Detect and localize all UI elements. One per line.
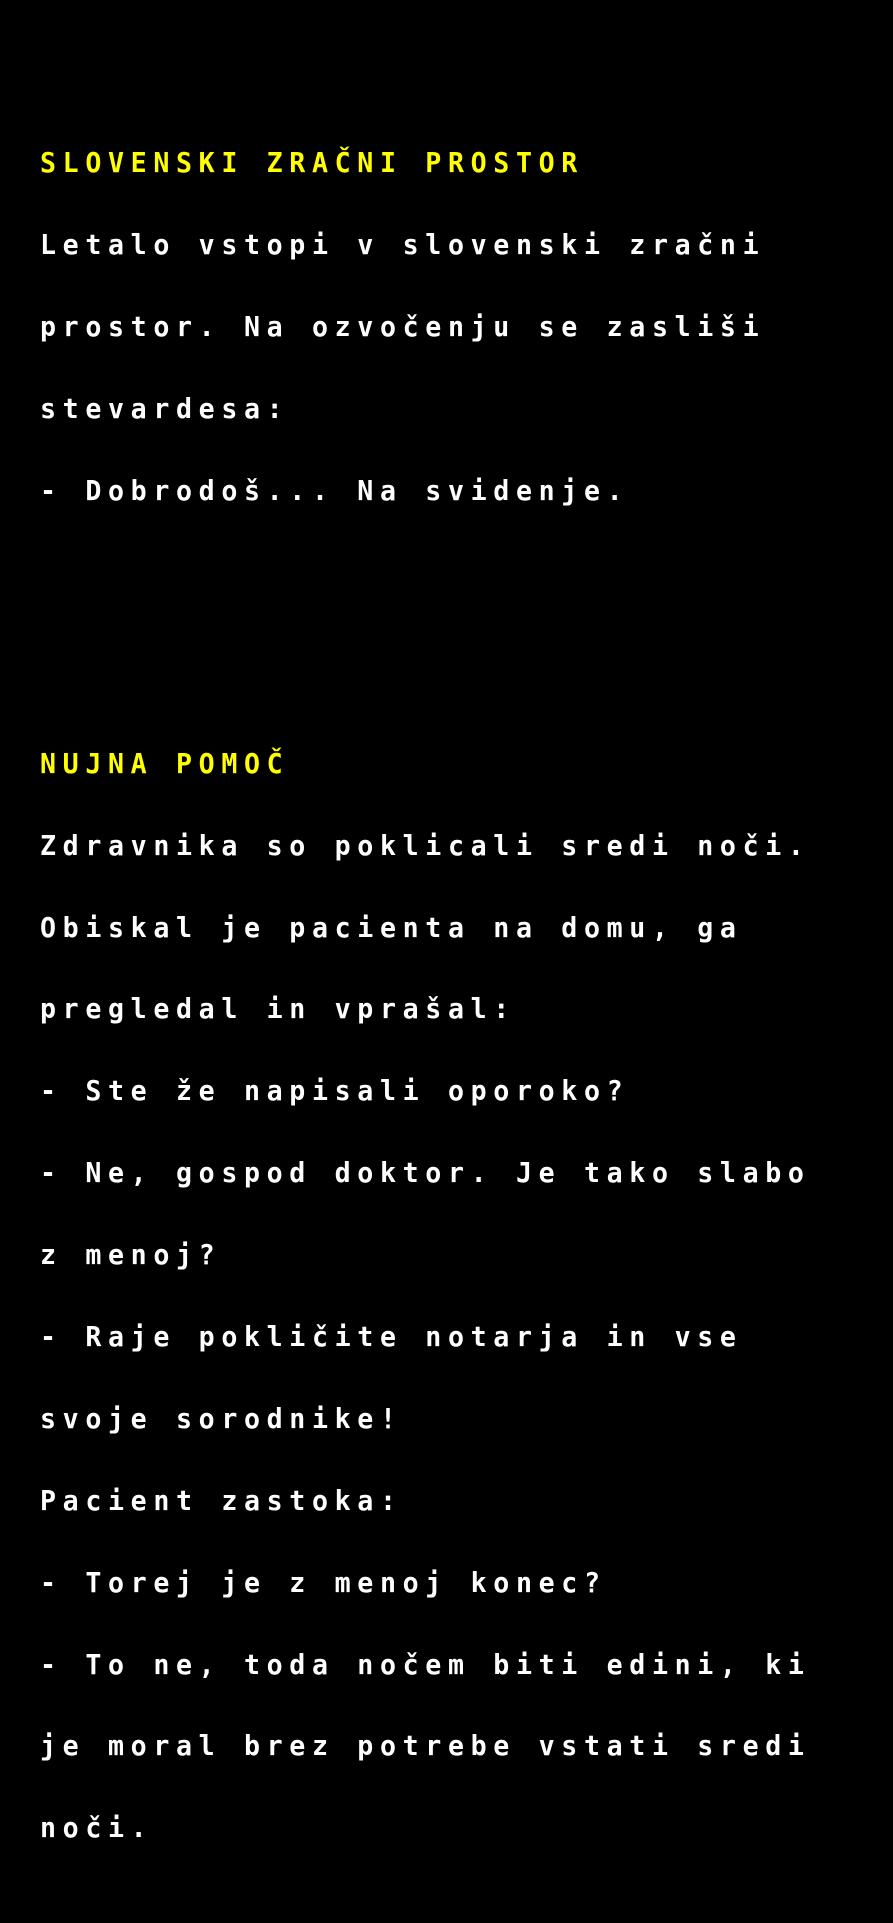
joke-section-airspace bbox=[40, 95, 838, 559]
joke-line: prostor. Na ozvočenju se zasliši bbox=[40, 309, 766, 343]
joke-line: noči. bbox=[40, 1811, 154, 1845]
joke-line: Pacient zastoka: bbox=[40, 1483, 403, 1517]
joke-line: je moral brez potrebe vstati sredi bbox=[40, 1729, 811, 1763]
joke-line: z menoj? bbox=[40, 1238, 222, 1272]
joke-line: - Dobrodoš... Na svidenje. bbox=[40, 473, 630, 507]
joke-title: NUJNA POMOČ bbox=[40, 746, 290, 780]
section-spacer bbox=[40, 613, 838, 640]
joke-line: Zdravnika so poklicali sredi noči. bbox=[40, 828, 811, 862]
joke-line: svoje sorodnike! bbox=[40, 1401, 403, 1435]
teletext-page bbox=[40, 40, 838, 1923]
joke-section-emergency bbox=[40, 695, 838, 1896]
joke-line: stevardesa: bbox=[40, 391, 290, 425]
joke-line: - Raje pokličite notarja in vse bbox=[40, 1319, 743, 1353]
joke-title: SLOVENSKI ZRAČNI PROSTOR bbox=[40, 146, 584, 180]
joke-line: Obiskal je pacienta na domu, ga bbox=[40, 910, 743, 944]
joke-line: - To ne, toda nočem biti edini, ki bbox=[40, 1647, 811, 1681]
joke-line: pregledal in vprašal: bbox=[40, 992, 516, 1026]
joke-line: Letalo vstopi v slovenski zračni bbox=[40, 228, 766, 262]
joke-line: - Torej je z menoj konec? bbox=[40, 1565, 607, 1599]
joke-line: - Ne, gospod doktor. Je tako slabo bbox=[40, 1156, 811, 1190]
joke-line: - Ste že napisali oporoko? bbox=[40, 1074, 630, 1108]
